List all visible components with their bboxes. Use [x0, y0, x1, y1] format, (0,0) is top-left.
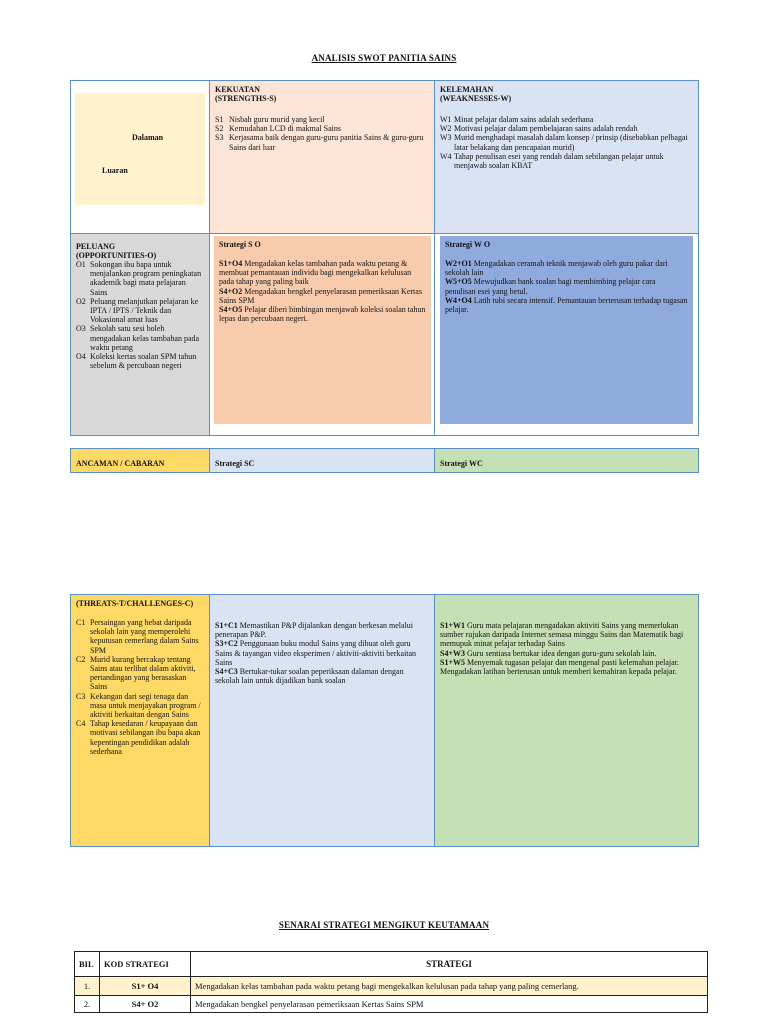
list-item: S3+C2 Penggunaan buku modul Sains yang dibuat oleh guru Sains & tayangan video eksperimen / aktiviti-aktiviti berkaitan Sains — [215, 639, 417, 667]
list-item: C3 Kekangan dari segi tenaga dan masa untuk menjayakan program / aktiviti berkaitan dengan Sains — [76, 691, 201, 720]
table-header-row — [75, 952, 708, 977]
header-kod: KOD STRATEGI — [100, 952, 191, 977]
list-item: W4 Tahap penulisan esei yang rendah dalam sebilangan pelajar untuk menjawab soalan KBAT — [440, 151, 664, 171]
list-item: C4 Tahap kesedaran / keupayaan dan motivasi sebilangan ibu bapa akan kepentingan pendidikan adalah sederhana — [76, 719, 201, 756]
threats-heading: (THREATS-T/CHALLENGES-C) — [76, 599, 194, 608]
grid-line — [209, 448, 210, 473]
opportunities-list — [76, 260, 204, 370]
strengths-heading: KEKUATAN — [215, 85, 261, 94]
list-item: S2 Kemudahan LCD di makmal Sains — [215, 124, 341, 134]
strengths-list — [215, 115, 429, 152]
label-dalaman: Dalaman — [132, 133, 164, 142]
priority-title: SENARAI STRATEGI MENGIKUT KEUTAMAAN — [278, 920, 490, 930]
list-item: S1 Nisbah guru murid yang kecil — [215, 115, 325, 124]
priority-table — [74, 951, 708, 1013]
cell-strategi: Mengadakan kelas tambahan pada waktu petang bagi mengekalkan kelulusan pada tahap yang paling cemerlang. — [191, 977, 708, 996]
weaknesses-cell — [435, 81, 698, 233]
strategy-wo-heading: Strategi W O — [445, 240, 491, 249]
strategy-wc-cell — [435, 595, 698, 846]
cell-strategi: Mengadakan bengkel penyelarasan pemeriksaan Kertas Sains SPM — [191, 996, 708, 1013]
strengths-cell — [210, 81, 434, 233]
strategy-sc-header: Strategi SC — [210, 449, 434, 472]
weaknesses-heading: KELEMAHAN — [440, 85, 494, 94]
strengths-subheading: (STRENGTHS-S) — [215, 94, 277, 103]
strategy-sc-cell — [210, 595, 434, 846]
threats-header-cell: ANCAMAN / CABARAN — [71, 449, 209, 472]
strategy-wc-header: Strategi WC — [435, 449, 698, 472]
list-item: S3 Kerjasama baik dengan guru-guru panitia Sains & guru-guru Sains dari luar — [215, 133, 424, 152]
list-item: O3 Sekolah satu sesi boleh mengadakan kelas tambahan pada waktu petang — [76, 324, 200, 352]
threats-cell — [71, 595, 209, 846]
list-item: S4+C3 Bertukar-tukar soalan peperiksaan dalaman dengan sekolah lain untuk dijadikan bank soalan — [215, 667, 404, 686]
table-row — [75, 977, 708, 996]
list-item: S4+W3 Guru sentiasa bertukar idea dengan guru-guru sekolah lain. — [440, 648, 657, 658]
list-item: W1 Minat pelajar dalam sains adalah sederhana — [440, 115, 594, 124]
table-row — [75, 996, 708, 1013]
list-item: W3 Murid menghadapi masalah dalam konsep / prinsip (disebabkan pelbagai latar belakang dan pencapaian murid) — [440, 133, 688, 152]
list-item: C2 Murid kurang bercakap tentang Sains atau terlibat dalam aktiviti, pertandingan yang berasaskan Sains — [76, 654, 196, 692]
label-luaran: Luaran — [102, 166, 128, 175]
list-item: W2 Motivasi pelajar dalam pembelajaran sains adalah rendah — [440, 124, 638, 134]
list-item: W4+O4 Latih tubi secara intensif. Pemantauan berterusan terhadap tugasan pelajar. — [445, 295, 688, 315]
page-title: ANALISIS SWOT PANITIA SAINS — [311, 53, 457, 63]
header-bil: BIL — [75, 952, 100, 977]
weaknesses-subheading: (WEAKNESSES-W) — [440, 94, 512, 103]
grid-line — [434, 448, 435, 473]
threats-list — [76, 618, 204, 756]
cell-bil: 1. — [75, 977, 100, 996]
list-item: S4+O5 Pelajar diberi bimbingan menjawab koleksi soalan tahun lepas dan percubaan negeri. — [219, 305, 426, 324]
list-item: O1 Sokongan ibu bapa untuk menjalankan program peningkatan akademik bagi mata pelajaran Sains — [76, 260, 202, 297]
cell-kod: S1+ O4 — [100, 977, 191, 996]
list-item: S1+C1 Memastikan P&P dijalankan dengan berkesan melalui penerapan P&P. — [215, 621, 414, 640]
opportunities-heading: PELUANG — [76, 242, 116, 251]
list-item: O4 Koleksi kertas soalan SPM tahun sebelum & percubaan negeri — [76, 352, 197, 371]
list-item: O2 Peluang melanjutkan pelajaran ke IPTA / IPTS / Teknik dan Vokasional amat luas — [76, 296, 199, 325]
list-item: S4+O2 Mengadakan bengkel penyelarasan pemeriksaan Kertas Sains SPM — [219, 286, 422, 305]
opportunities-cell — [71, 234, 209, 435]
strategy-so-heading: Strategi S O — [219, 240, 261, 249]
list-item: C1 Persaingan yang hebat daripada sekolah lain yang memperolehi keputusan cemerlang dalam Sains SPM — [76, 618, 199, 655]
header-strategi: STRATEGI — [191, 952, 708, 977]
list-item: S1+W1 Guru mata pelajaran mengadakan aktiviti Sains yang memerlukan sumber rujukan daripada Internet semasa minggu Sains dan Matematik bagi memupuk minat pelajar terhadap Sains — [440, 621, 684, 649]
cell-bil: 2. — [75, 996, 100, 1013]
opportunities-subheading: (OPPORTUNITIES-O) — [76, 251, 157, 260]
list-item: W5+O5 Mewujudkan bank soalan bagi membimbing pelajar cara penulisan esei yang betul. — [445, 277, 656, 296]
cell-kod: S4+ O2 — [100, 996, 191, 1013]
corner-cell — [75, 93, 205, 205]
strategy-so-cell — [214, 236, 431, 424]
list-item: S1+W5 Menyemak tugasan pelajar dan mengenal pasti kelemahan pelajar. Mengadakan latihan berterusan untuk memberi kemahiran kepada pelajar. — [440, 657, 679, 677]
list-item: S1+O4 Mengadakan kelas tambahan pada waktu petang & membuat pemantauan individu bagi mengekalkan kelulusan pada tahap yang paling baik — [219, 259, 412, 287]
weaknesses-list — [440, 115, 693, 170]
strategy-wo-cell — [440, 236, 693, 424]
list-item: W2+O1 Mengadakan ceramah teknik menjawab oleh guru pakar dari sekolah lain — [445, 259, 668, 278]
